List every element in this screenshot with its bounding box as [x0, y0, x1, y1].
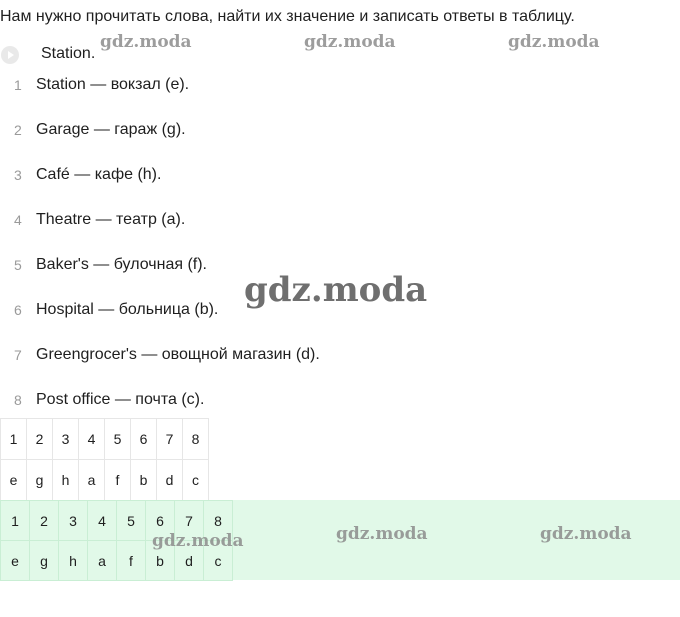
list-item-text: Station — вокзал (e).: [36, 76, 190, 93]
list-item-number: 5: [14, 257, 22, 273]
list-item-text: Baker's — булочная (f).: [36, 256, 207, 273]
table-cell: c: [204, 541, 233, 581]
table-cell: d: [157, 460, 183, 501]
table-cell: b: [146, 541, 175, 581]
watermark: gdz.moda: [336, 524, 428, 544]
watermark: gdz.moda: [100, 32, 192, 52]
table-cell: g: [30, 541, 59, 581]
play-audio-icon[interactable]: [1, 46, 19, 64]
answer-table: [0, 418, 209, 501]
table-cell: a: [79, 460, 105, 501]
table-cell: 3: [53, 419, 79, 460]
table-cell: 7: [175, 501, 204, 541]
table-cell: h: [59, 541, 88, 581]
table-row: [1, 460, 209, 501]
list-item-text: Garage — гараж (g).: [36, 121, 186, 138]
table-cell: 6: [146, 501, 175, 541]
list-item-text: Post office — почта (c).: [36, 391, 205, 408]
table-cell: 4: [79, 419, 105, 460]
table-cell: 1: [1, 419, 27, 460]
table-cell: 2: [30, 501, 59, 541]
watermark: gdz.moda: [244, 270, 428, 310]
list-item-number: 6: [14, 302, 22, 318]
table-cell: 2: [27, 419, 53, 460]
audio-word-label: Station.: [41, 45, 96, 62]
table-cell: c: [183, 460, 209, 501]
table-cell: g: [27, 460, 53, 501]
list-item-text: Greengrocer's — овощной магазин (d).: [36, 346, 320, 363]
watermark: gdz.moda: [540, 524, 632, 544]
table-cell: 3: [59, 501, 88, 541]
table-cell: e: [1, 541, 30, 581]
table-row: [1, 419, 209, 460]
list-item-text: Theatre — театр (a).: [36, 211, 186, 228]
list-item-number: 8: [14, 392, 22, 408]
table-cell: 7: [157, 419, 183, 460]
table-cell: 8: [183, 419, 209, 460]
list-item-number: 2: [14, 122, 22, 138]
list-item-number: 1: [14, 77, 22, 93]
list-item-text: Hospital — больница (b).: [36, 301, 219, 318]
table-cell: b: [131, 460, 157, 501]
list-item-number: 3: [14, 167, 22, 183]
table-cell: 6: [131, 419, 157, 460]
list-item-number: 7: [14, 347, 22, 363]
table-cell: f: [105, 460, 131, 501]
table-cell: d: [175, 541, 204, 581]
task-instruction: Нам нужно прочитать слова, найти их значение и записать ответы в таблицу.: [0, 8, 575, 25]
table-cell: f: [117, 541, 146, 581]
watermark: gdz.moda: [508, 32, 600, 52]
table-cell: 5: [117, 501, 146, 541]
table-cell: 4: [88, 501, 117, 541]
watermark: gdz.moda: [304, 32, 396, 52]
table-cell: h: [53, 460, 79, 501]
list-item-text: Café — кафе (h).: [36, 166, 162, 183]
list-item-number: 4: [14, 212, 22, 228]
table-cell: 5: [105, 419, 131, 460]
table-cell: 1: [1, 501, 30, 541]
table-cell: 8: [204, 501, 233, 541]
table-cell: e: [1, 460, 27, 501]
watermark: gdz.moda: [152, 531, 244, 551]
table-cell: a: [88, 541, 117, 581]
